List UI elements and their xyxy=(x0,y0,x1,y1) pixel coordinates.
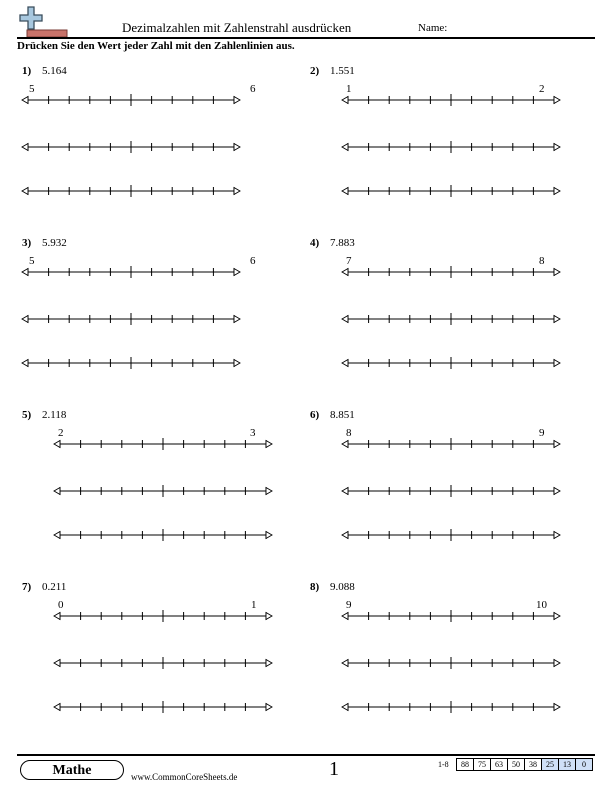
end-label: 2 xyxy=(539,83,545,95)
problem-number: 7) xyxy=(22,581,32,593)
score-table xyxy=(457,758,593,771)
number-line[interactable] xyxy=(52,528,284,542)
number-line[interactable] xyxy=(52,484,284,498)
header-divider xyxy=(17,37,595,39)
end-label: 8 xyxy=(539,255,545,267)
problem-value: 2.118 xyxy=(42,409,67,421)
end-label: 6 xyxy=(250,83,256,95)
score-cell: 25 xyxy=(541,758,559,771)
problem-6 xyxy=(310,409,550,569)
problem-number: 6) xyxy=(310,409,320,421)
problem-value: 5.164 xyxy=(42,65,67,77)
problem-4 xyxy=(310,237,550,397)
problem-2 xyxy=(310,65,550,225)
score-cell: 75 xyxy=(473,758,491,771)
number-line[interactable] xyxy=(20,265,252,279)
end-label: 9 xyxy=(539,427,545,439)
problem-number: 8) xyxy=(310,581,320,593)
worksheet-title: Dezimalzahlen mit Zahlenstrahl ausdrücken xyxy=(122,20,352,35)
problem-1 xyxy=(22,65,262,225)
number-line[interactable] xyxy=(340,93,572,107)
score-cell: 50 xyxy=(507,758,525,771)
problem-value: 9.088 xyxy=(330,581,355,593)
problem-8 xyxy=(310,581,550,741)
page-number: 1 xyxy=(329,758,339,780)
footer-divider xyxy=(17,754,595,756)
score-cell: 38 xyxy=(524,758,542,771)
problem-7 xyxy=(22,581,262,741)
number-line[interactable] xyxy=(340,184,572,198)
problem-value: 5.932 xyxy=(42,237,67,249)
problem-value: 7.883 xyxy=(330,237,355,249)
number-line[interactable] xyxy=(340,700,572,714)
site-url: www.CommonCoreSheets.de xyxy=(131,772,238,782)
number-line[interactable] xyxy=(52,609,284,623)
start-label: 2 xyxy=(58,427,64,439)
number-line[interactable] xyxy=(340,656,572,670)
name-label: Name: xyxy=(418,22,448,34)
score-cell: 13 xyxy=(558,758,576,771)
score-cell: 0 xyxy=(575,758,593,771)
problem-value: 0.211 xyxy=(42,581,67,593)
end-label: 3 xyxy=(250,427,256,439)
end-label: 6 xyxy=(250,255,256,267)
number-line[interactable] xyxy=(52,437,284,451)
score-cell: 63 xyxy=(490,758,508,771)
start-label: 7 xyxy=(346,255,352,267)
number-line[interactable] xyxy=(20,356,252,370)
problem-number: 3) xyxy=(22,237,32,249)
problem-5 xyxy=(22,409,262,569)
problem-number: 1) xyxy=(22,65,32,77)
instructions: Drücken Sie den Wert jeder Zahl mit den Zahlenlinien aus. xyxy=(17,40,295,52)
number-line[interactable] xyxy=(340,356,572,370)
number-line[interactable] xyxy=(340,609,572,623)
number-line[interactable] xyxy=(340,437,572,451)
start-label: 9 xyxy=(346,599,352,611)
number-line[interactable] xyxy=(340,528,572,542)
score-range: 1-8 xyxy=(438,760,449,769)
problem-number: 2) xyxy=(310,65,320,77)
number-line[interactable] xyxy=(340,312,572,326)
score-cell: 88 xyxy=(456,758,474,771)
end-label: 10 xyxy=(536,599,547,611)
start-label: 1 xyxy=(346,83,352,95)
problem-value: 1.551 xyxy=(330,65,355,77)
start-label: 0 xyxy=(58,599,64,611)
number-line[interactable] xyxy=(20,184,252,198)
number-line[interactable] xyxy=(340,484,572,498)
number-line[interactable] xyxy=(340,265,572,279)
number-line[interactable] xyxy=(20,93,252,107)
number-line[interactable] xyxy=(340,140,572,154)
number-line[interactable] xyxy=(52,656,284,670)
number-line[interactable] xyxy=(52,700,284,714)
problem-3 xyxy=(22,237,262,397)
logo-icon xyxy=(17,6,69,38)
number-line[interactable] xyxy=(20,140,252,154)
start-label: 8 xyxy=(346,427,352,439)
start-label: 5 xyxy=(29,255,35,267)
brand-badge: Mathe xyxy=(20,760,124,780)
problem-number: 5) xyxy=(22,409,32,421)
end-label: 1 xyxy=(251,599,257,611)
problem-number: 4) xyxy=(310,237,320,249)
start-label: 5 xyxy=(29,83,35,95)
problem-value: 8.851 xyxy=(330,409,355,421)
number-line[interactable] xyxy=(20,312,252,326)
